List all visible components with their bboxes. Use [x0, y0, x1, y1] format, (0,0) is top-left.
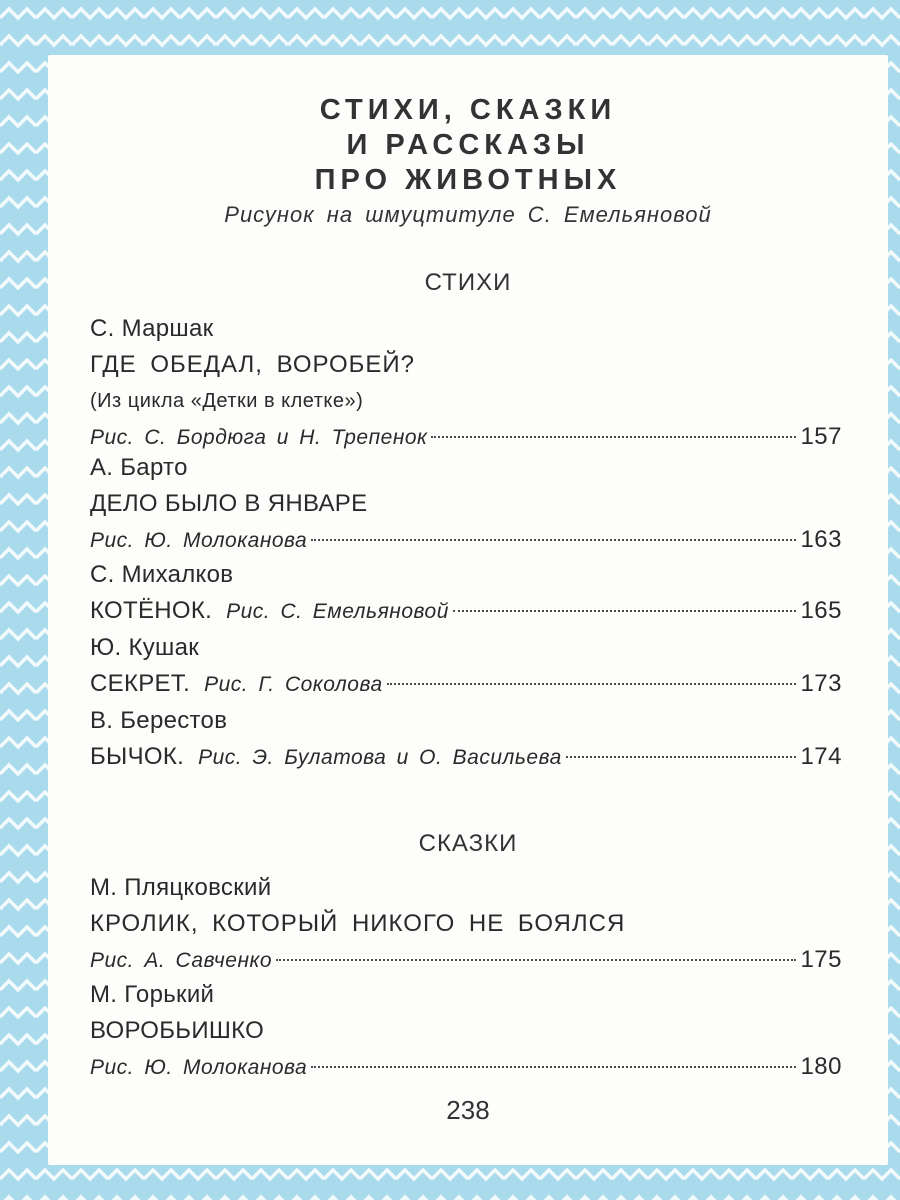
toc-entry: [90, 977, 842, 1085]
title-line-1: СТИХИ, СКАЗКИ: [319, 94, 617, 126]
entry-row: [90, 593, 842, 629]
dot-leader: [453, 610, 797, 612]
entry-title: ВОРОБЬИШКО: [90, 1017, 265, 1044]
toc-entry: [90, 557, 842, 629]
section-heading-poems: СТИХИ: [424, 269, 512, 296]
entry-row: [90, 1049, 842, 1085]
toc-entry: [90, 630, 842, 702]
entry-row: [90, 522, 842, 558]
title-line-2: И РАССКАЗЫ: [346, 129, 590, 161]
page-title: [48, 93, 888, 198]
entry-page-number: 174: [800, 743, 842, 770]
dot-leader: [387, 683, 797, 685]
entry-illustrators: Рис. Э. Булатова и О. Васильева: [198, 746, 562, 769]
dot-leader: [276, 959, 796, 961]
entry-page-number: 163: [800, 526, 842, 553]
dot-leader: [311, 1066, 796, 1068]
entry-author: С. Маршак: [90, 315, 214, 342]
entry-title: КОТЁНОК.: [90, 597, 213, 624]
entry-row: [90, 942, 842, 978]
entry-illustrators: Рис. С. Емельяновой: [226, 600, 449, 623]
entry-title: СЕКРЕТ.: [90, 670, 191, 697]
entry-page-number: 157: [800, 423, 842, 450]
entry-row: [90, 666, 842, 702]
entry-page-number: 180: [800, 1053, 842, 1080]
entry-illustrators: Рис. Г. Соколова: [204, 673, 383, 696]
entry-page-number: 175: [800, 946, 842, 973]
dot-leader: [311, 539, 796, 541]
entry-illustrators: Рис. Ю. Молоканова: [90, 529, 308, 552]
toc-entry: [90, 703, 842, 775]
contents-page: [48, 55, 888, 1165]
entry-title: ДЕЛО БЫЛО В ЯНВАРЕ: [90, 490, 368, 517]
dot-leader: [431, 436, 796, 438]
page-number: 238: [446, 1095, 490, 1125]
entry-illustrators: Рис. Ю. Молоканова: [90, 1056, 308, 1079]
entry-illustrators: Рис. С. Бордюга и Н. Трепенок: [90, 426, 428, 449]
toc-entry: [90, 870, 842, 978]
entry-page-number: 165: [800, 597, 842, 624]
toc-entry: [90, 450, 842, 558]
entry-author: Ю. Кушак: [90, 634, 200, 661]
title-line-3: ПРО ЖИВОТНЫХ: [314, 164, 622, 196]
entry-note: (Из цикла «Детки в клетке»): [90, 390, 364, 412]
entry-title: ГДЕ ОБЕДАЛ, ВОРОБЕЙ?: [90, 351, 416, 378]
entry-author: М. Горький: [90, 981, 215, 1008]
dot-leader: [566, 756, 797, 758]
section-header: [48, 93, 888, 228]
entry-title: КРОЛИК, КОТОРЫЙ НИКОГО НЕ БОЯЛСЯ: [90, 910, 626, 937]
entry-title: БЫЧОК.: [90, 743, 185, 770]
entry-author: С. Михалков: [90, 561, 234, 588]
entry-author: А. Барто: [90, 454, 188, 481]
entry-author: В. Берестов: [90, 707, 228, 734]
page-subtitle: Рисунок на шмуцтитуле С. Емельяновой: [224, 202, 712, 227]
entry-page-number: 173: [800, 670, 842, 697]
entry-author: М. Пляцковский: [90, 874, 272, 901]
entry-illustrators: Рис. А. Савченко: [90, 949, 273, 972]
entry-row: [90, 739, 842, 775]
section-heading-tales: СКАЗКИ: [418, 830, 518, 857]
toc-entry: [90, 311, 842, 455]
